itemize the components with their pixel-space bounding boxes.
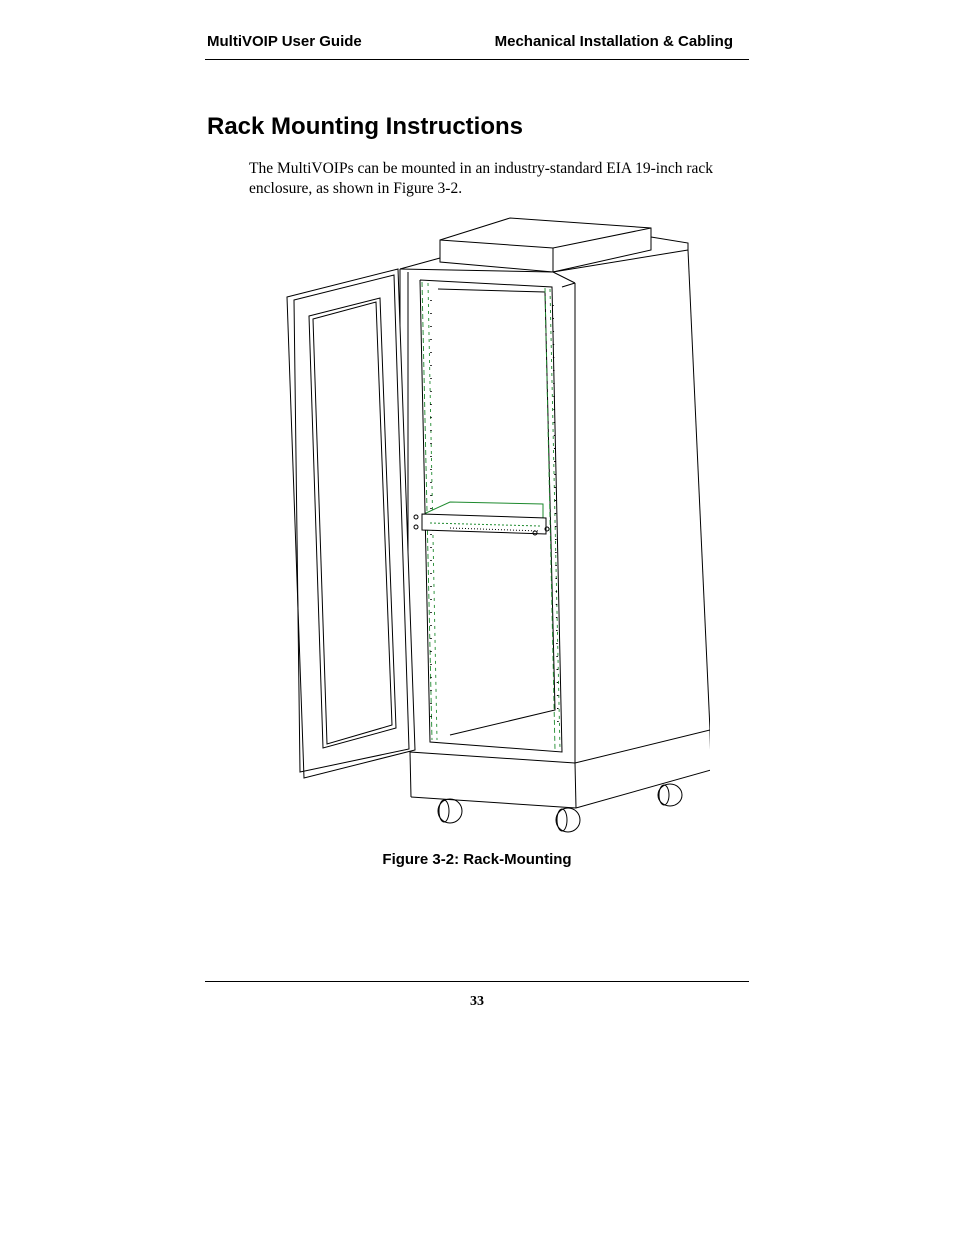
mounted-multivoip-unit bbox=[414, 502, 549, 535]
rack-cabinet-illustration bbox=[270, 210, 710, 840]
running-header-title: MultiVOIP User Guide bbox=[207, 33, 362, 50]
running-header-chapter: Mechanical Installation & Cabling bbox=[494, 33, 733, 50]
roof-box bbox=[440, 218, 651, 272]
caster-wheels bbox=[438, 784, 682, 832]
intro-paragraph: The MultiVOIPs can be mounted in an industry-standard EIA 19-inch rack enclosure, as shown in Figure 3-2. bbox=[249, 160, 714, 197]
cabinet-door bbox=[287, 269, 415, 778]
section-title: Rack Mounting Instructions bbox=[207, 113, 524, 140]
header-divider bbox=[205, 59, 749, 60]
rack-mounting-figure bbox=[270, 210, 710, 840]
footer-divider bbox=[205, 981, 749, 982]
page-number: 33 bbox=[470, 994, 484, 1009]
figure-caption: Figure 3-2: Rack-Mounting bbox=[382, 851, 572, 868]
